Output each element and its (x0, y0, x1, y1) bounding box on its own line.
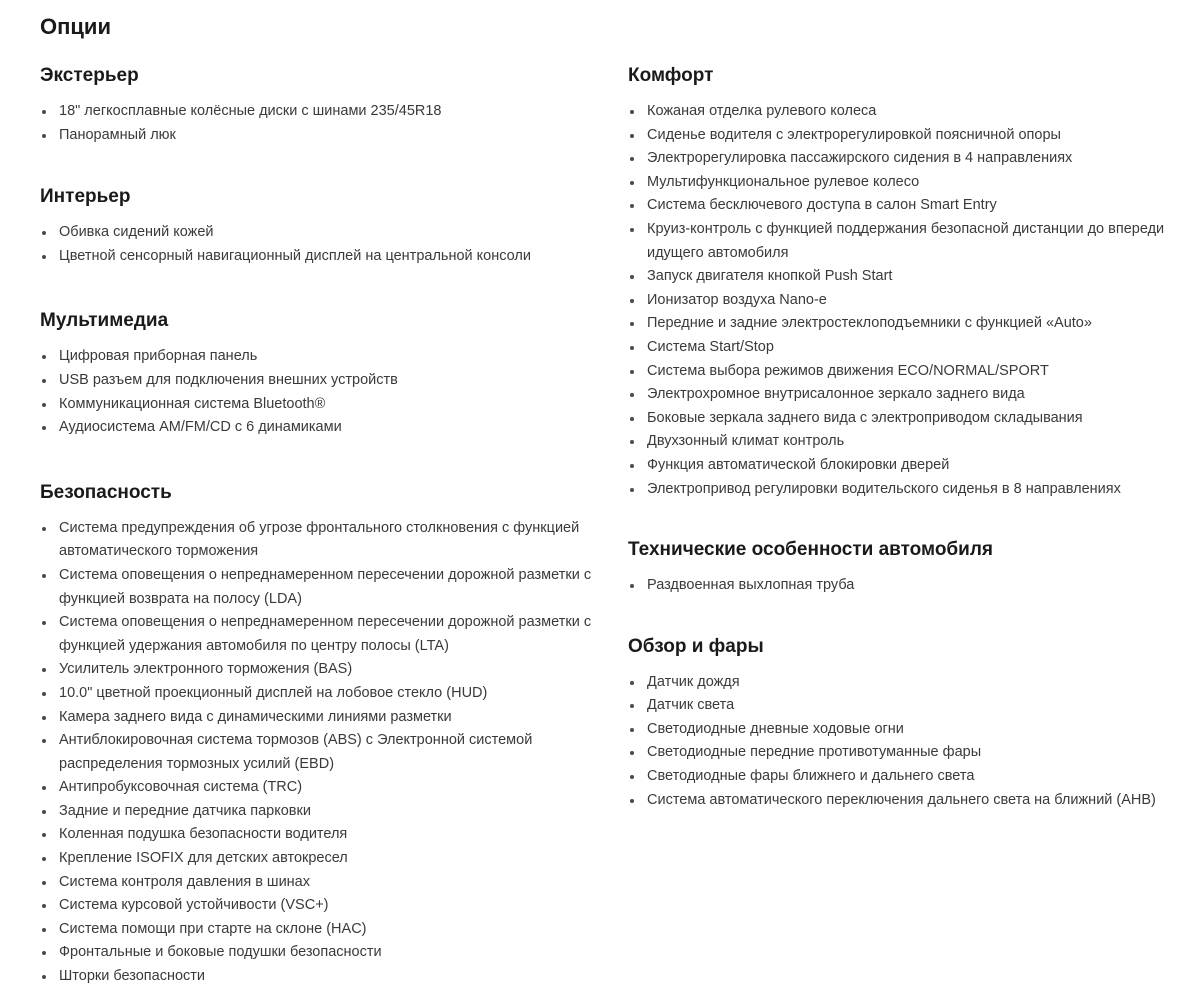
list-item: Электропривод регулировки водительского сиденья в 8 направлениях (628, 478, 1188, 502)
options-left-column (40, 63, 600, 989)
list-item: Боковые зеркала заднего вида с электроприводом складывания (628, 407, 1188, 431)
list-item: Задние и передние датчика парковки (40, 800, 600, 824)
list-item: Система оповещения о непреднамеренном пересечении дорожной разметки с функцией удержания автомобиля по центру полосы (LTA) (40, 611, 600, 658)
list-item: Круиз-контроль с функцией поддержания безопасной дистанции до впереди идущего автомобиля (628, 218, 1188, 265)
spacer (40, 268, 600, 308)
list-item: Ионизатор воздуха Nano-e (628, 289, 1188, 313)
list-item: Шторки безопасности (40, 965, 600, 989)
feature-list (628, 574, 1188, 598)
list-item: Датчик света (628, 694, 1188, 718)
list-item: Система Start/Stop (628, 336, 1188, 360)
section-title: Мультимедиа (40, 310, 169, 332)
list-item: Функция автоматической блокировки дверей (628, 454, 1188, 478)
feature-list (628, 671, 1188, 813)
list-item: Фронтальные и боковые подушки безопасности (40, 941, 600, 965)
section-multimedia (40, 308, 600, 439)
list-item: Панорамный люк (40, 124, 600, 148)
list-item: Цифровая приборная панель (40, 345, 600, 369)
section-comfort (628, 63, 1188, 501)
section-title: Безопасность (40, 481, 172, 503)
list-item: Двухзонный климат контроль (628, 430, 1188, 454)
list-item: Система предупреждения об угрозе фронтального столкновения с функцией автоматического торможения (40, 517, 600, 564)
section-technical (628, 537, 1188, 598)
section-safety (40, 480, 600, 989)
list-item: Датчик дождя (628, 671, 1188, 695)
feature-list (40, 100, 600, 147)
list-item: Коммуникационная система Bluetooth® (40, 393, 600, 417)
section-title: Комфорт (628, 65, 714, 86)
page-title: Опции (40, 14, 111, 39)
list-item: Система оповещения о непреднамеренном пересечении дорожной разметки с функцией возврата на полосу (LDA) (40, 564, 600, 611)
section-title: Экстерьер (40, 65, 139, 86)
list-item: 10.0" цветной проекционный дисплей на лобовое стекло (HUD) (40, 682, 600, 706)
list-item: 18" легкосплавные колёсные диски с шинами 235/45R18 (40, 100, 600, 124)
list-item: Передние и задние электростеклоподъемники с функцией «Auto» (628, 312, 1188, 336)
list-item: Светодиодные фары ближнего и дальнего света (628, 765, 1188, 789)
list-item: Аудиосистема AM/FM/CD с 6 динамиками (40, 416, 600, 440)
feature-list (40, 345, 600, 439)
list-item: Система курсовой устойчивости (VSC+) (40, 894, 600, 918)
list-item: Раздвоенная выхлопная труба (628, 574, 1188, 598)
list-item: Коленная подушка безопасности водителя (40, 823, 600, 847)
list-item: USB разъем для подключения внешних устройств (40, 369, 600, 393)
section-interior (40, 184, 600, 268)
section-title: Технические особенности автомобиля (628, 539, 994, 561)
list-item: Крепление ISOFIX для детских автокресел (40, 847, 600, 871)
list-item: Антипробуксовочная система (TRC) (40, 776, 600, 800)
list-item: Светодиодные передние противотуманные фары (628, 741, 1188, 765)
list-item: Система автоматического переключения дальнего света на ближний (AHB) (628, 789, 1188, 813)
list-item: Система бесключевого доступа в салон Smart Entry (628, 194, 1188, 218)
list-item: Светодиодные дневные ходовые огни (628, 718, 1188, 742)
feature-list (40, 221, 600, 268)
list-item: Сиденье водителя с электрорегулировкой поясничной опоры (628, 124, 1188, 148)
section-visibility-lights (628, 634, 1188, 813)
list-item: Система выбора режимов движения ECO/NORMAL/SPORT (628, 360, 1188, 384)
list-item: Система контроля давления в шинах (40, 871, 600, 895)
section-exterior (40, 63, 600, 147)
list-item: Кожаная отделка рулевого колеса (628, 100, 1188, 124)
spacer (628, 501, 1188, 537)
list-item: Усилитель электронного торможения (BAS) (40, 658, 600, 682)
list-item: Антиблокировочная система тормозов (ABS) с Электронной системой распределения тормозных усилий (EBD) (40, 729, 600, 776)
list-item: Камера заднего вида с динамическими линиями разметки (40, 706, 600, 730)
spacer (40, 440, 600, 480)
list-item: Цветной сенсорный навигационный дисплей на центральной консоли (40, 245, 600, 269)
list-item: Электрорегулировка пассажирского сидения в 4 направлениях (628, 147, 1188, 171)
list-item: Запуск двигателя кнопкой Push Start (628, 265, 1188, 289)
list-item: Система помощи при старте на склоне (HAC) (40, 918, 600, 942)
feature-list (40, 517, 600, 989)
spacer (40, 147, 600, 184)
feature-list (628, 100, 1188, 501)
spacer (628, 598, 1188, 634)
options-right-column (628, 63, 1188, 812)
section-title: Интерьер (40, 186, 131, 208)
list-item: Мультифункциональное рулевое колесо (628, 171, 1188, 195)
list-item: Обивка сидений кожей (40, 221, 600, 245)
section-title: Обзор и фары (628, 635, 764, 657)
list-item: Электрохромное внутрисалонное зеркало заднего вида (628, 383, 1188, 407)
